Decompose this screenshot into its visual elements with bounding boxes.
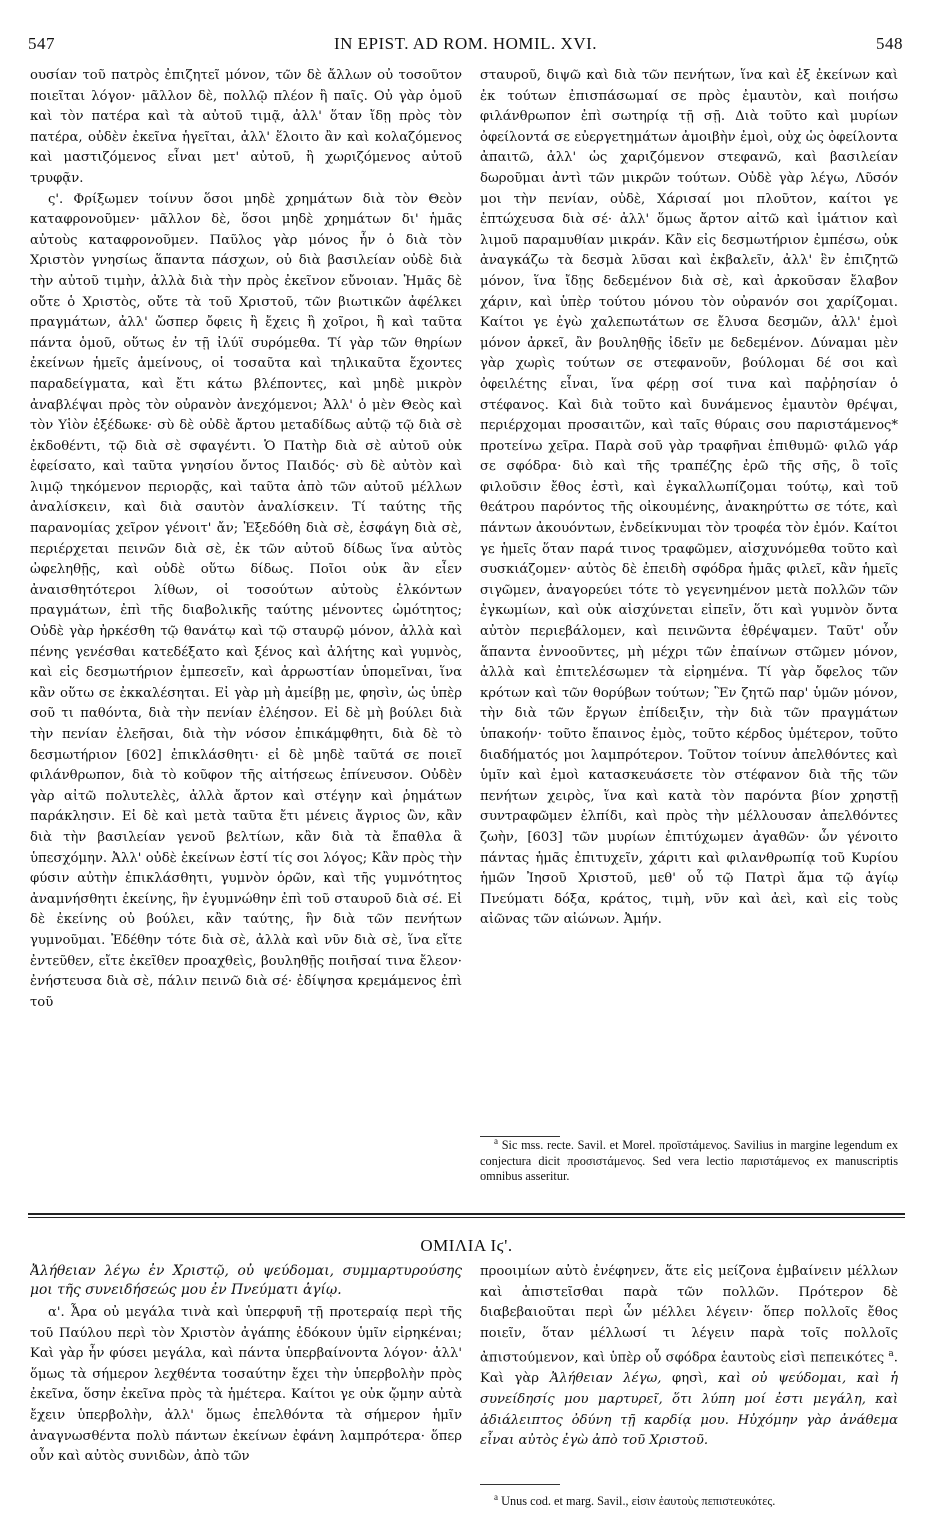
footnote-text: Unus cod. et marg. Savil., εἰσιν ἑαυτοὺς πεπιστευκότες. (501, 1494, 776, 1509)
running-title: IN EPIST. AD ROM. HOMIL. XVI. (333, 34, 598, 53)
footnote (480, 1134, 898, 1185)
left-column-upper (30, 66, 462, 1196)
page-number-right: 548 (876, 34, 903, 53)
footnote-rule (480, 1484, 560, 1485)
paragraph: ουσίαν τοῦ πατρὸς ἐπιζητεῖ μόνον, τῶν δὲ ἄλλων οὐ τοσοῦτον ποιεῖται λόγον· μᾶλλον δὲ, πολλῷ πλέον ἢ παῖς. Οὐ γὰρ ὁμοῦ καὶ τὸν πατέρα καὶ τὰ αὐτοῦ τιμᾷ, ἀλλ' ὅταν ἴδῃ πρὸς τὸν πατέρα, οὐδὲν ἐκεῖνα ἡγεῖται, ἀλλ' ἕλοιτο ἂν καὶ κολαζόμενος καὶ μαστιζόμενος εἶναι μετ' αὐτοῦ, ἢ χωριζόμενος αὐτοῦ τρυφᾷν. (30, 68, 462, 186)
right-column-upper (480, 66, 898, 1130)
section-divider (28, 1217, 905, 1218)
paragraph: α'. Ἆρα οὐ μεγάλα τινὰ καὶ ὑπερφυῆ τῇ προτεραίᾳ περὶ τῆς τοῦ Παύλου περὶ τὸν Χριστὸν ἀγάπης ἐδόκουν ὑμῖν εἰρηκέναι; Καὶ γὰρ ἦν φύσει μεγάλα, καὶ πάντα ὑπερβαίνοντα λόγον· ἀλλ' ὅμως τὰ σήμερον λεχθέντα τοσαύτην ἔχει τὴν ὑπερβολὴν πρὸς ἐκεῖνα, ὅσην ἐκεῖνα πρὸς τὰ ἡμέτερα. Καίτοι γε οὐκ ᾤμην αὐτὰ ἔχειν ὑπερβολὴν, ἀλλ' ὅμως ἐπελθόντα τὰ σήμερον ἡμῖν ἀναγνωσθέντα πολὺ πάντων ἐκείνων ἐφάνη λαμπρότερα· ὅπερ οὖν καὶ αὐτὸς συνιδὼν, ἀπὸ τῶν (30, 1305, 462, 1465)
homily-title: ΟΜΙΛΙΑ Ιϛ'. (420, 1236, 513, 1255)
italic-quote: καὶ οὐ ψεύδομαι, καὶ ἡ συνείδησίς μου μαρτυρεῖ, ὅτι λύπη μοί ἐστι μεγάλη, καὶ ἀδιάλειπτος ὀδύνη τῇ καρδίᾳ μου. Ηὐχόμην γὰρ ἀνάθεμα εἶναι αὐτὸς ἐγὼ ἀπὸ τοῦ Χριστοῦ. (480, 1371, 898, 1449)
paragraph: προοιμίων αὐτὸ ἐνέφηνεν, ἅτε εἰς μείζονα ἐμβαίνειν μέλλων καὶ ἀπιστεῖσθαι παρὰ τῶν πολλῶν. Πρότερον δὲ διαβεβαιοῦται περὶ ὧν μέλλει λέγειν· ὅπερ πολλοῖς ἔθος ποιεῖν, ὅταν μέλλωσί τι λέγειν παρὰ τοῖς πολλοῖς ἀπιστούμενον, καὶ ὑπὲρ οὗ σφόδρα ἑαυτοὺς εἰσὶ πεπεικότες $^a$. Καὶ γὰρ Ἀλήθειαν λέγω, φησὶ, καὶ οὐ ψεύδομαι, καὶ ἡ συνείδησίς μου μαρτυρεῖ, ὅτι λύπη μοί ἐστι μεγάλη, καὶ ἀδιάλειπτος ὀδύνη τῇ καρδίᾳ μου. Ηὐχόμην γὰρ ἀνάθεμα εἶναι αὐτὸς ἐγὼ ἀπὸ τοῦ Χριστοῦ. (480, 1264, 898, 1449)
paragraph: σταυροῦ, διψῶ καὶ διὰ τῶν πενήτων, ἵνα καὶ ἐξ ἐκείνων καὶ ἐκ τούτων ἐπισπάσωμαί σε πρὸς ἐμαυτὸν, καὶ ποιήσω φιλάνθρωπον ἐπὶ σωτηρίᾳ τῇ σῇ. Διὰ τοῦτο καὶ μυρίων ὀφείλοντά σε εὐεργετημάτων ἀμοιβὴν ἐμοὶ, οὐχ ὡς ὀφείλοντα ἀπαιτῶ, ἀλλ' ὡς χαριζόμενον στεφανῶ, καὶ βασιλείαν δωροῦμαι ἀντὶ τῶν μικρῶν τούτων. Οὐδὲ γὰρ λέγω, Λῦσόν μοι τὴν πενίαν, οὐδὲ, Χάρισαί μοι πλοῦτον, καίτοι γε ἐπτώχευσα διὰ σέ· ἀλλ' ὅμως ἄρτον αἰτῶ καὶ ἱμάτιον καὶ λιμοῦ παραμυθίαν μικράν. Κἂν εἰς δεσμωτήριον ἐμπέσω, οὐκ ἀναγκάζω τὰ δεσμὰ λῦσαι καὶ ἐκβαλεῖν, ἀλλ' ἓν ἐπιζητῶ μόνον, ἵνα ἴδῃς δεδεμένον διὰ σὲ, καὶ ἀρκοῦσαν ἔλαβον χάριν, καὶ ὑπὲρ τούτου μόνου τὸν οὐρανόν σοι χαρίζομαι. Καίτοι γε ἐγὼ χαλεπωτάτων σε ἔλυσα δεσμῶν, ἀλλ' ἐμοὶ μόνον ἀρκεῖ, ἂν βουληθῇς ἰδεῖν με δεδεμένον. Δύναμαι μὲν γὰρ χωρὶς τούτων σε στεφανοῦν, βούλομαι δέ σοι καὶ ὀφειλέτης εἶναι, ἵνα φέρῃ σοί τινα καὶ παῤῥησίαν ὁ στέφανος. Καὶ διὰ τοῦτο καὶ δυνάμενος ἐμαυτὸν θρέψαι, περιέρχομαι προσαιτῶν, καὶ ταῖς θύραις σου παριστάμενος* προτείνω χεῖρα. Παρὰ σοῦ γὰρ τραφῆναι ἐπιθυμῶ· φιλῶ γάρ σε σφόδρα· διὸ καὶ τῆς τραπέζης ἐρῶ τῆς σῆς, ὃ τοῖς φιλοῦσιν ἔθος ἐστὶ, καὶ ἐγκαλλωπίζομαι τούτῳ, καὶ τοῦ θεάτρου παρόντος τῆς οἰκουμένης, ἀνακηρύττω σε τότε, καὶ πάντων ἀκουόντων, ἐνδείκνυμαι τὸν τροφέα τὸν ἐμόν. Καίτοι γε ἡμεῖς ὅταν παρά τινος τραφῶμεν, αἰσχυνόμεθα τοῦτο καὶ συσκιάζομεν· αὐτὸς δὲ ἐπειδὴ σφόδρα ἡμᾶς φιλεῖ, κἂν ἡμεῖς σιγῶμεν, ἀναγορεύει τότε τὸ γεγενημένον μετὰ πολλῶν τῶν ἐγκωμίων, καὶ οὐκ αἰσχύνεται εἰπεῖν, ὅτι καὶ γυμνὸν ὄντα αὐτὸν περιεβάλομεν, καὶ πεινῶντα ἐθρέψαμεν. Ταῦτ' οὖν ἅπαντα ἐννοοῦντες, μὴ μέχρι τῶν ἐπαίνων στῶμεν μόνον, ἀλλὰ καὶ ἐπιτελέσωμεν τὰ εἰρημένα. Τί γὰρ ὄφελος τῶν κρότων καὶ τῶν θορύβων τούτων; Ἓν ζητῶ παρ' ὑμῶν μόνον, τὴν διὰ τῶν ἔργων ἐπίδειξιν, τὴν διὰ τῶν πραγμάτων ὑπακοήν· τοῦτο ἔπαινος ἐμὸς, τοῦτο κέρδος ὑμέτερον, τοῦτο διαδήματός μοι λαμπρότερον. Τοῦτον τοίνυν ἀπελθόντες καὶ ὑμῖν καὶ ἐμοὶ κατασκευάσετε τὸν στέφανον διὰ τῆς τῶν πενήτων χειρὸς, ἵνα καὶ κατὰ τὸν παρόντα βίον χρηστῇ συντραφῶμεν ἐλπίδι, καὶ πρὸς τὴν μέλλουσαν ἀπελθόντες ζωὴν, [603] τῶν μυρίων ἐπιτύχωμεν ἀγαθῶν· ὧν γένοιτο πάντας ἡμᾶς ἐπιτυχεῖν, χάριτι καὶ φιλανθρωπίᾳ τοῦ Κυρίου ἡμῶν Ἰησοῦ Χριστοῦ, μεθ' οὗ τῷ Πατρὶ ἅμα τῷ ἁγίῳ Πνεύματι δόξα, κράτος, τιμὴ, νῦν καὶ ἀεὶ, καὶ εἰς τοὺς αἰῶνας τῶν αἰώνων. Ἀμήν. (480, 68, 898, 928)
footnote-marker: a (494, 1136, 498, 1146)
footnote (480, 1490, 898, 1510)
right-column-lower (480, 1262, 898, 1472)
paragraph: ς'. Φρίξωμεν τοίνυν ὅσοι μηδὲ χρημάτων διὰ τὸν Θεὸν καταφρονοῦμεν· μᾶλλον δὲ, ὅσοι μηδὲ χρημάτων δι' ἡμᾶς αὐτοὺς καταφρονοῦμεν. Παῦλος γὰρ μόνος ἦν ὁ διὰ τὸν Χριστὸν γνησίως ἅπαντα πάσχων, οὐ διὰ βασιλείαν οὐδὲ διὰ τὴν αὐτοῦ τιμὴν, ἀλλὰ διὰ τὴν πρὸς ἐκεῖνον εὔνοιαν. Ἡμᾶς δὲ οὔτε ὁ Χριστὸς, οὔτε τὰ τοῦ Χριστοῦ, τῶν βιωτικῶν ἀφέλκει πραγμάτων, ἀλλ' ὥσπερ ὄφεις ἢ ἔχεις ἢ χοῖροι, ἢ καὶ ταῦτα πάντα ὁμοῦ, οὕτως ἐν τῇ ἰλύϊ συρόμεθα. Τί γὰρ τῶν θηρίων ἐκείνων ἡμεῖς ἀμείνους, οἱ τοσαῦτα καὶ τηλικαῦτα ἔχοντες παραδείγματα, καὶ ἔτι κάτω βλέποντες, καὶ μηδὲ μικρὸν ἀναβλέψαι πρὸς τὸν οὐρανὸν ἀνεχόμενοι; Ἀλλ' ὁ μὲν Θεὸς καὶ τὸν Υἱὸν ἐξέδωκε· σὺ δὲ οὐδὲ ἄρτου μεταδίδως αὐτῷ τῷ διὰ σὲ ἐκδοθέντι, τῷ διὰ σὲ σφαγέντι. Ὁ Πατὴρ διὰ σὲ αὐτοῦ οὐκ ἐφείσατο, καὶ ταῦτα γνησίου ὄντος Παιδός· σὺ δὲ αὐτὸν καὶ λιμῷ τηκόμενον περιορᾷς, καὶ ταῦτα ἀπὸ τῶν αὐτοῦ μέλλων ἀναλίσκειν, καὶ διὰ σαυτὸν ἀναλίσκειν. Τί ταύτης τῆς παρανομίας χεῖρον γένοιτ' ἄν; Ἐξεδόθη διὰ σὲ, ἐσφάγη διὰ σὲ, περιέρχεται πεινῶν διὰ σὲ, ἐκ τῶν αὐτοῦ δίδως ἵνα αὐτὸς ὠφεληθῇς, καὶ οὐδὲ οὕτω δίδως. Ποῖοι οὐκ ἂν εἶεν ἀναισθητότεροι λίθων, οἱ τοσούτων αὐτοὺς ἑλκόντων πραγμάτων, ἐπὶ τῆς διαβολικῆς ταύτης μένοντες ὠμότητος; Οὐδὲ γὰρ ἠρκέσθη τῷ θανάτῳ καὶ τῷ σταυρῷ μόνον, ἀλλὰ καὶ πένης γενέσθαι κατεδέξατο καὶ ξένος καὶ ἀλήτης καὶ γυμνὸς, καὶ εἰς δεσμωτήριον ἐμπεσεῖν, καὶ ἀρρωστίαν ὑπομεῖναι, ἵνα κἂν οὕτω σε ἐκκαλέσηται. Εἰ γὰρ μὴ ἀμείβῃ με, φησὶν, ὡς ὑπὲρ σοῦ τι παθόντα, διὰ τὴν πενίαν ἐλέησον. Εἰ δὲ μὴ βούλει διὰ τὴν πενίαν ἐλεῆσαι, διὰ τὴν νόσον ἐπικάμφθητι, διὰ δὲ τὸ δεσμωτήριον [602] ἐπικλάσθητι· εἰ δὲ μηδὲ ταῦτά σε ποιεῖ φιλάνθρωπον, διὰ τὸ κοῦφον τῆς αἰτήσεως ἐπίνευσον. Οὐδὲν γὰρ αἰτῶ πολυτελὲς, ἀλλὰ ἄρτον καὶ στέγην καὶ ῥημάτων παράκλησιν. Εἰ δὲ καὶ μετὰ ταῦτα ἔτι μένεις ἄγριος ὢν, κἂν διὰ τὴν βασιλείαν γενοῦ βελτίων, κἂν διὰ τὰ ἔπαθλα ἃ ὑπεσχόμην. Ἀλλ' οὐδὲ ἐκείνων ἐστί τίς σοι λόγος; Κἂν πρὸς τὴν φύσιν αὐτὴν ἐπικλάσθητι, γυμνὸν ὁρῶν, καὶ τῆς γυμνότητος ἀναμνήσθητι ἐκείνης, ἣν ἐγυμνώθην ἐπὶ τοῦ σταυροῦ διὰ σέ. Εἰ δὲ ἐκείνης οὐ βούλει, κἂν ταύτης, ἣν διὰ τῶν πενήτων γυμνοῦμαι. Ἐδέθην τότε διὰ σὲ, ἀλλὰ καὶ νῦν διὰ σὲ, ἵνα εἴτε ἐντεῦθεν, εἴτε ἐκεῖθεν προαχθεὶς, βουληθῇς ποιῆσαί τινα ἔλεον· ἐνήστευσα διὰ σὲ, πάλιν πεινῶ διὰ σέ· ἐδίψησα κρεμάμενος ἐπὶ τοῦ (30, 191, 462, 1010)
section-divider (28, 1213, 905, 1215)
footnote-marker: a (494, 1492, 498, 1502)
page-number-left: 547 (28, 34, 55, 53)
left-column-lower (30, 1262, 462, 1532)
italic-quote: Ἀλήθειαν λέγω, (549, 1371, 662, 1387)
footnote-text: Sic mss. recte. Savil. et Morel. προϊστάμενος. Savilius in margine legendum ex conjectura dicit προσιστάμενος. Sed vera lectio παριστάμενος ex manuscriptis omnibus asseritur. (480, 1138, 898, 1184)
scripture-lemma: Ἀλήθειαν λέγω ἐν Χριστῷ, οὐ ψεύδομαι, συμμαρτυρούσης μοι τῆς συνειδήσεώς μου ἐν Πνεύματι ἁγίῳ. (30, 1263, 462, 1298)
footnote-marker: a (888, 1349, 894, 1360)
running-header (28, 34, 903, 60)
